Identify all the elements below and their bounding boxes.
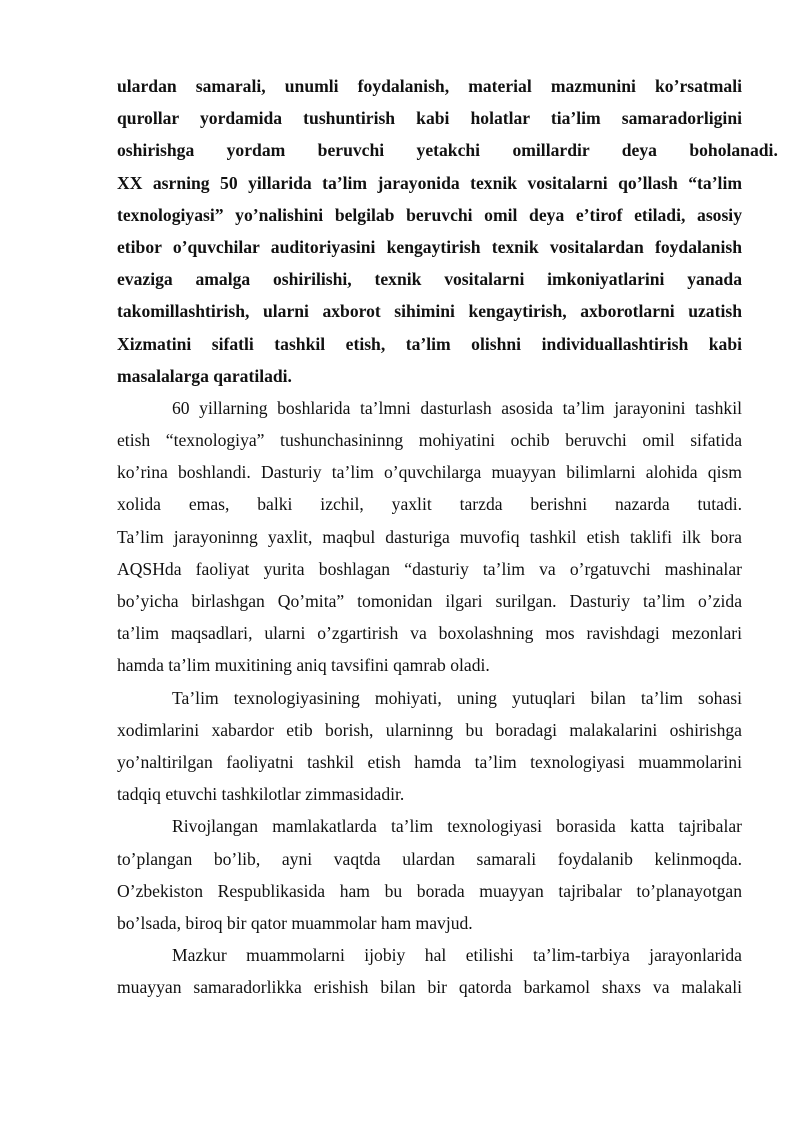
text-line: etibor o’quvchilar auditoriyasini kengaytirish texnik vositalardan foydalanish <box>117 236 742 257</box>
paragraph-2 <box>117 167 742 392</box>
text-line: ko’rina boshlandi. Dasturiy ta’lim o’quvchilarga muayyan bilimlarni alohida qism <box>117 462 742 483</box>
paragraph-1 <box>117 70 778 167</box>
text-line: evaziga amalga oshirilishi, texnik vositalarni imkoniyatlarini yanada <box>117 269 742 290</box>
text-line: yo’naltirilgan faoliyatni tashkil etish hamda ta’lim texnologiyasi muammolarini <box>117 751 742 772</box>
text-line: 60 yillarning boshlarida ta’lmni dasturlash asosida ta’lim jarayonini tashkil <box>172 397 742 418</box>
text-line: muayyan samaradorlikka erishish bilan bir qatorda barkamol shaxs va malakali <box>117 977 742 998</box>
text-line: ta’lim maqsadlari, ularni o’zgartirish va boxolashning mos ravishdagi mezonlari <box>117 623 742 644</box>
text-line: Mazkur muammolarni ijobiy hal etilishi ta’lim-tarbiya jarayonlarida <box>172 945 742 966</box>
text-line: etish “texnologiya” tushunchasininng mohiyatini ochib beruvchi omil sifatida <box>117 430 742 451</box>
text-line: Ta’lim texnologiyasining mohiyati, uning yutuqlari bilan ta’lim sohasi <box>172 687 742 708</box>
paragraph-6 <box>117 939 742 1003</box>
text-line: oshirishga yordam beruvchi yetakchi omillardir deya boholanadi. <box>117 140 778 161</box>
paragraph-5 <box>117 810 742 939</box>
text-line: hamda ta’lim muxitining aniq tavsifini qamrab oladi. <box>117 655 490 676</box>
text-line: Rivojlangan mamlakatlarda ta’lim texnologiyasi borasida katta tajribalar <box>172 816 742 837</box>
text-line: Ta’lim jarayoninng yaxlit, maqbul dasturiga muvofiq tashkil etish taklifi ilk bora <box>117 526 742 547</box>
text-line: O’zbekiston Respublikasida ham bu borada muayyan tajribalar to’planayotgan <box>117 880 742 901</box>
text-line: to’plangan bo’lib, ayni vaqtda ulardan samarali foydalanib kelinmoqda. <box>117 848 742 869</box>
paragraph-3 <box>117 392 742 682</box>
text-line: ulardan samarali, unumli foydalanish, material mazmunini ko’rsatmali <box>117 76 742 96</box>
text-line: XX asrning 50 yillarida ta’lim jarayonida texnik vositalarni qo’llash “ta’lim <box>117 172 742 193</box>
text-line: texnologiyasi” yo’nalishini belgilab beruvchi omil deya e’tirof etiladi, asosiy <box>117 204 742 225</box>
text-line: AQSHda faoliyat yurita boshlagan “dasturiy ta’lim va o’rgatuvchi mashinalar <box>117 558 742 579</box>
text-line: xodimlarini xabardor etib borish, ularninng bu boradagi malakalarini oshirishga <box>117 719 742 740</box>
document-page <box>117 70 778 1003</box>
text-line: tadqiq etuvchi tashkilotlar zimmasidadir. <box>117 784 405 805</box>
paragraph-4 <box>117 682 742 811</box>
text-line: qurollar yordamida tushuntirish kabi holatlar tia’lim samaradorligini <box>117 108 742 129</box>
text-line: Xizmatini sifatli tashkil etish, ta’lim olishni individuallashtirish kabi <box>117 333 742 354</box>
text-line: masalalarga qaratiladi. <box>117 365 292 386</box>
text-line: xolida emas, balki izchil, yaxlit tarzda berishni nazarda tutadi. <box>117 494 742 515</box>
text-line: bo’yicha birlashgan Qo’mita” tomonidan ilgari surilgan. Dasturiy ta’lim o’zida <box>117 591 742 611</box>
text-line: bo’lsada, biroq bir qator muammolar ham mavjud. <box>117 912 473 933</box>
text-line: takomillashtirish, ularni axborot sihimini kengaytirish, axborotlarni uzatish <box>117 301 742 322</box>
